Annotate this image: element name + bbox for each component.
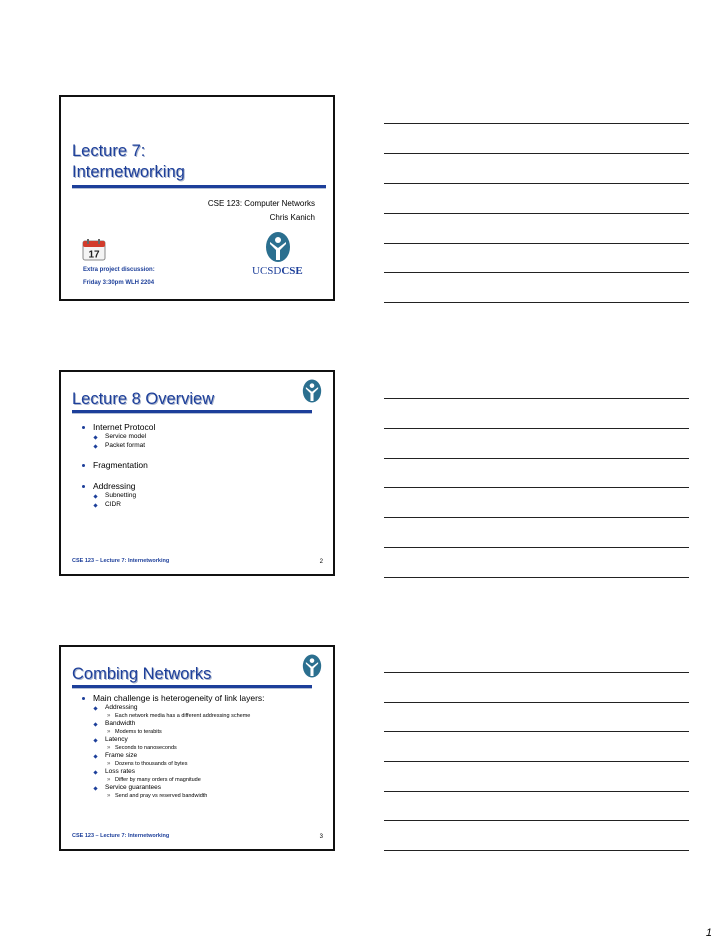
sub-bullet-item: Service guarantees <box>81 784 265 793</box>
ucsd-cse-figure-icon <box>301 378 323 404</box>
slide-3-title: Combing Networks <box>72 665 212 683</box>
ucsd-cse-figure-icon <box>301 653 323 679</box>
sub-bullet-item: Packet format <box>81 442 155 451</box>
slide-3 <box>59 645 335 851</box>
detail-item: » Differ by many orders of magnitude <box>81 777 265 785</box>
sub-bullet-item: Service model <box>81 433 155 442</box>
logo-cse-text: CSE <box>281 265 303 277</box>
notes-line <box>384 183 689 184</box>
detail-item: » Send and pray vs reserved bandwidth <box>81 793 265 801</box>
sub-bullet-item: Bandwidth <box>81 720 265 729</box>
slide-2 <box>59 370 335 576</box>
slide-number: 3 <box>319 834 323 840</box>
notes-line <box>384 487 689 488</box>
notes-line <box>384 123 689 124</box>
author-name: Chris Kanich <box>269 213 315 222</box>
bullet-item: Fragmentation <box>81 460 155 471</box>
handout-page-number: 1 <box>705 927 712 939</box>
notes-line <box>384 820 689 821</box>
title-rule <box>72 410 312 413</box>
notes-line <box>384 577 689 578</box>
title-rule <box>72 185 326 188</box>
bullet-item: Internet Protocol <box>81 422 155 433</box>
notes-line <box>384 272 689 273</box>
notes-line <box>384 458 689 459</box>
slide-1-title-line1: Lecture 7: <box>72 142 146 160</box>
notes-line <box>384 398 689 399</box>
notes-line <box>384 672 689 673</box>
ucsd-cse-logo <box>252 265 303 277</box>
ucsd-cse-figure-icon <box>264 230 292 264</box>
slide-1-title-line2: Internetworking <box>72 163 185 181</box>
notes-line <box>384 302 689 303</box>
note-line-2: Friday 3:30pm WLH 2204 <box>83 280 155 286</box>
bullet-list <box>81 693 265 800</box>
sub-bullet-item: Addressing <box>81 704 265 713</box>
calendar-icon <box>82 238 108 262</box>
notes-line <box>384 428 689 429</box>
note-line-1: Extra project discussion: <box>83 267 155 273</box>
notes-line <box>384 850 689 851</box>
notes-line <box>384 153 689 154</box>
slide-1 <box>59 95 335 301</box>
slide-number: 2 <box>319 559 323 565</box>
bullet-item: Addressing <box>81 481 155 492</box>
calendar-day: 17 <box>88 249 100 261</box>
slide-footer: CSE 123 – Lecture 7: Internetworking <box>72 833 170 839</box>
sub-bullet-item: CIDR <box>81 501 155 510</box>
bullet-list <box>81 422 155 509</box>
sub-bullet-item: Subnetting <box>81 492 155 501</box>
notes-line <box>384 731 689 732</box>
notes-line <box>384 213 689 214</box>
detail-item: » Seconds to nanoseconds <box>81 745 265 753</box>
notes-line <box>384 517 689 518</box>
detail-item: » Dozens to thousands of bytes <box>81 761 265 769</box>
notes-line <box>384 243 689 244</box>
notes-line <box>384 761 689 762</box>
detail-item: » Each network media has a different addressing scheme <box>81 713 265 721</box>
detail-item: » Modems to terabits <box>81 729 265 737</box>
course-name: CSE 123: Computer Networks <box>207 199 315 208</box>
slide-2-title: Lecture 8 Overview <box>72 390 215 408</box>
sub-bullet-item: Loss rates <box>81 768 265 777</box>
bullet-item: Main challenge is heterogeneity of link layers: <box>81 693 265 704</box>
sub-bullet-item: Latency <box>81 736 265 745</box>
notes-line <box>384 547 689 548</box>
logo-ucsd-text: UCSD <box>252 265 282 277</box>
title-rule <box>72 685 312 688</box>
notes-line <box>384 791 689 792</box>
sub-bullet-item: Frame size <box>81 752 265 761</box>
slide-footer: CSE 123 – Lecture 7: Internetworking <box>72 558 170 564</box>
notes-line <box>384 702 689 703</box>
